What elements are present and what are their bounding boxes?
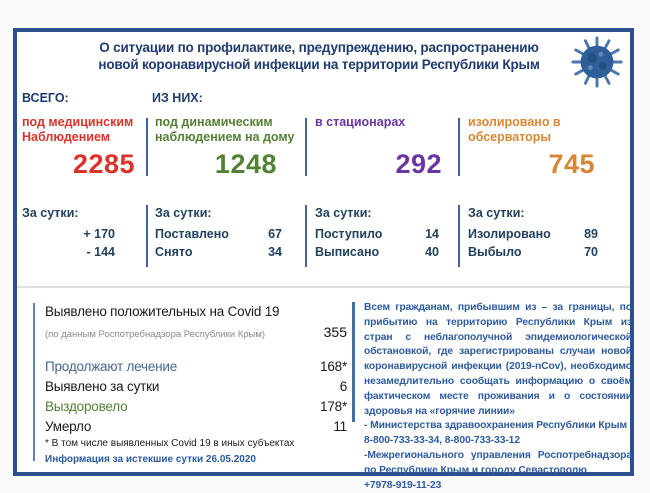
daily-row-label: Поступило [315, 227, 383, 241]
hotline-phone-rospotrebnadzor: +7978-919-11-23 [364, 479, 442, 491]
summary-row-value: 11 [333, 419, 347, 434]
covid-source-note: (по данным Роспотребнадзора Республики Крым) [45, 329, 266, 340]
divider [305, 205, 307, 267]
summary-footnote: * В том числе выявленных Covid 19 в иных субъектах [45, 438, 295, 449]
daily-row-label: Поставлено [155, 227, 229, 241]
divider [458, 118, 460, 176]
summary-row-deaths [45, 417, 347, 437]
daily-row-label: Выбыло [468, 245, 522, 259]
summary-accent-bar [33, 303, 35, 461]
daily-header: За сутки: [22, 206, 79, 220]
stat-label: обсерваторы [468, 130, 552, 144]
stat-label: в стационарах [315, 115, 406, 129]
summary-row-label: Продолжают лечение [45, 359, 178, 374]
daily-row-value: 70 [584, 245, 598, 259]
stat-value: 2285 [72, 149, 135, 179]
daily-observatory [468, 205, 598, 261]
stat-value: 1248 [214, 149, 277, 179]
summary-row-value: 178* [320, 399, 347, 414]
stat-observatory [468, 115, 595, 180]
stat-label: изолировано в [468, 115, 561, 129]
stat-hospital [315, 115, 442, 180]
stat-value: 292 [395, 149, 442, 179]
divider [458, 205, 460, 267]
summary-row-value: 6 [339, 379, 347, 394]
coronavirus-icon [568, 33, 626, 91]
divider [146, 118, 148, 176]
summary-row-value: 168* [320, 359, 347, 374]
stat-medical-observation [22, 115, 135, 180]
daily-row-label: Выписано [315, 245, 380, 259]
daily-row-value: - 144 [86, 245, 115, 259]
daily-hospital [315, 205, 439, 261]
daily-row-label: Снято [155, 245, 193, 259]
horizontal-separator [17, 286, 630, 288]
stat-label: наблюдением на дому [155, 130, 295, 144]
stat-label: под медицинским [22, 115, 134, 129]
notice-accent-bar [352, 302, 355, 422]
hotline-paragraph: Всем гражданам, прибывшим из – за границы, по прибытию на территорию Республики Крым из стран с неблагополучной эпидемиологической обстановкой, где зарегистрированы случаи новой коронавирусной инфекции (2019-nCov), необходимо незамедлительно сообщать информацию о своём фактическом месте проживания и о состоянии здоровья на «горячие линии» [364, 302, 632, 417]
daily-row-value: 89 [584, 227, 598, 241]
daily-row-value: 14 [425, 227, 439, 241]
page-title-line1: О ситуации по профилактике, предупреждению, распространению [99, 40, 539, 55]
page-title-line2: новой коронавирусной инфекции на территории Республики Крым [98, 57, 540, 72]
hotline-phones-ministry: 8-800-733-33-34, 8-800-733-33-12 [364, 435, 520, 447]
covid-total-value: 355 [323, 324, 347, 340]
stat-value: 745 [548, 149, 595, 179]
daily-header: За сутки: [155, 206, 212, 220]
covid-summary-block [45, 304, 347, 465]
main-frame [13, 28, 634, 491]
daily-row-value: 34 [268, 245, 282, 259]
stat-home-observation [155, 115, 295, 180]
daily-row-label: Изолировано [468, 227, 551, 241]
summary-row-treatment [45, 357, 347, 377]
summary-row-label: Умерло [45, 419, 92, 434]
daily-row-value: 40 [425, 245, 439, 259]
summary-row-label: Выявлено за сутки [45, 379, 160, 394]
daily-header: За сутки: [468, 206, 525, 220]
stat-label: Наблюдением [22, 130, 110, 144]
of-them-label: ИЗ НИХ: [152, 91, 203, 105]
summary-row-new-cases [45, 377, 347, 397]
covid-summary-title: Выявлено положительных на Covid 19 [45, 304, 280, 319]
hotline-ministry: - Министерства здравоохранения Республики Крым [364, 420, 627, 432]
daily-row-value: 67 [268, 227, 282, 241]
summary-row-label: Выздоровело [45, 399, 128, 414]
stat-label: под динамическим [155, 115, 273, 129]
divider [305, 118, 307, 176]
divider [146, 205, 148, 267]
hotline-rospotrebnadzor: -Межрегионального управления Роспотребнадзора по Республике Крым и городу Севастополю [364, 449, 632, 476]
hotline-notice-block [364, 301, 632, 493]
summary-row-recovered [45, 397, 347, 417]
page-title [79, 39, 559, 73]
daily-medical-observation [22, 205, 135, 261]
daily-home-observation [155, 205, 282, 261]
daily-row-value: + 170 [83, 227, 115, 241]
daily-header: За сутки: [315, 206, 372, 220]
info-date: Информация за истекшие сутки 26.05.2020 [45, 454, 256, 465]
total-label: ВСЕГО: [22, 91, 69, 105]
